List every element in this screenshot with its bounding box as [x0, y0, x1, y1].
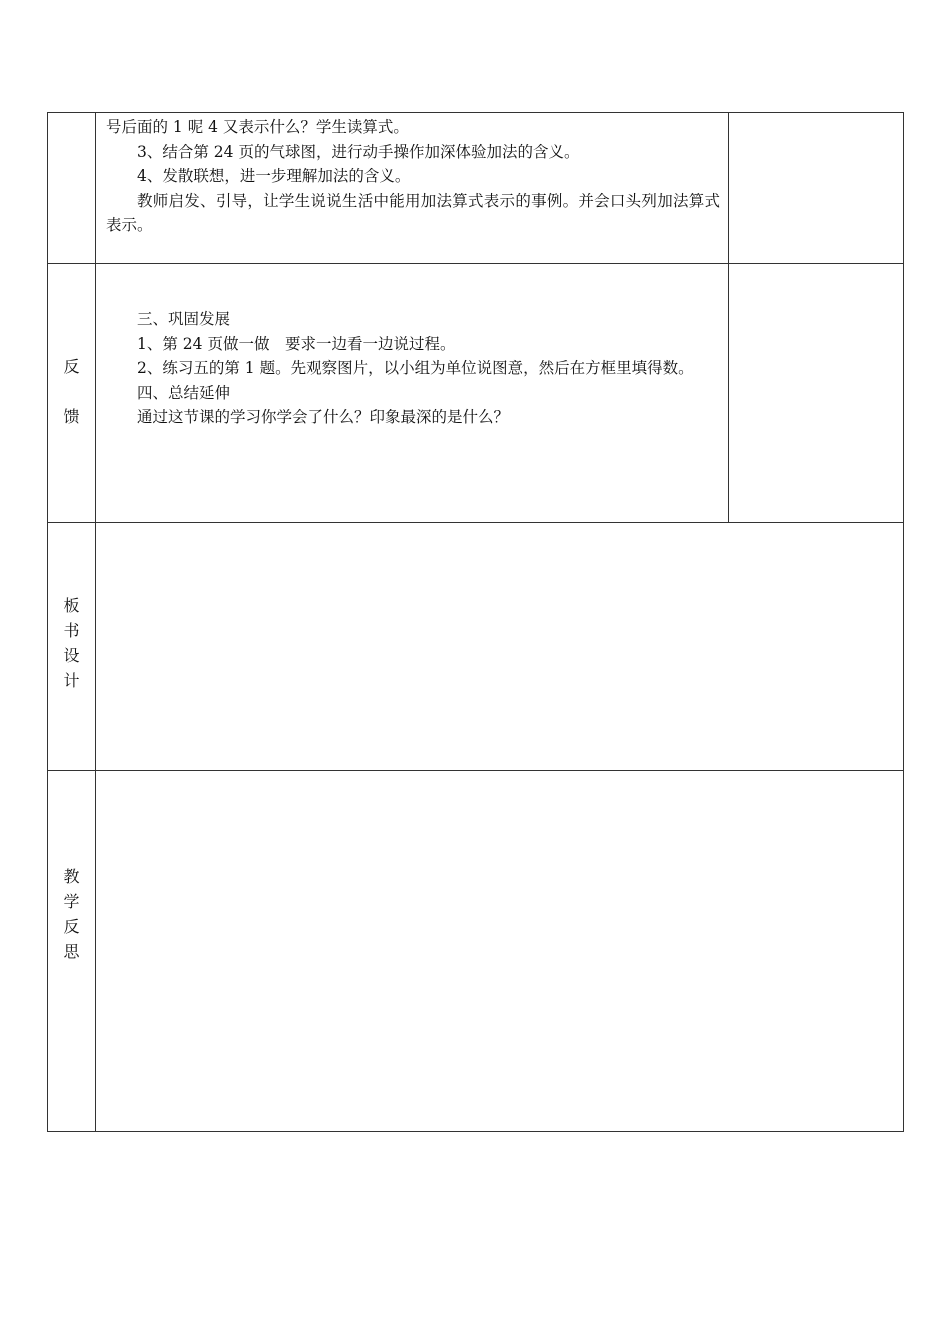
feedback-notes-cell: [729, 264, 904, 523]
process-notes-cell: [729, 113, 904, 264]
feedback-content-cell: [96, 264, 729, 523]
paragraph-line: 通过这节课的学习你学会了什么？印象最深的是什么？: [137, 408, 510, 426]
board-design-label-char: 板: [63, 596, 80, 615]
board-design-row: [48, 523, 904, 771]
board-design-content-cell: [96, 523, 904, 771]
paragraph-line: 号后面的 1 呢 4 又表示什么？学生读算式。: [106, 118, 409, 136]
reflection-row: [48, 771, 904, 1132]
paragraph-line: 1、第 24 页做一做 要求一边看一边说过程。: [137, 334, 456, 353]
paragraph-line: 3、结合第 24 页的气球图，进行动手操作加深体验加法的含义。: [137, 142, 580, 161]
process-label-cell: [48, 113, 96, 264]
board-design-label-char: 设: [63, 646, 80, 665]
feedback-label: [48, 354, 95, 429]
reflection-label-cell: [48, 771, 96, 1132]
reflection-label-char: 学: [63, 892, 80, 911]
reflection-label-char: 思: [63, 942, 80, 961]
process-row: [48, 113, 904, 264]
paragraph-line: 三、巩固发展: [137, 310, 231, 328]
reflection-content-cell: [96, 771, 904, 1132]
board-design-label-cell: [48, 523, 96, 771]
feedback-label-char: 反: [63, 357, 80, 376]
process-content-cell: [96, 113, 729, 264]
feedback-row: [48, 264, 904, 523]
feedback-label-char: 馈: [63, 407, 80, 426]
paragraph-line: 4、发散联想，进一步理解加法的含义。: [137, 167, 411, 185]
feedback-label-cell: [48, 264, 96, 523]
board-design-label: [48, 593, 95, 693]
lesson-plan-table: [47, 112, 904, 1132]
feedback-content: [96, 264, 728, 430]
board-design-label-char: 计: [63, 671, 80, 690]
paragraph-line: 2、练习五的第 1 题。先观察图片，以小组为单位说图意，然后在方框里填得数。: [137, 359, 694, 377]
reflection-label-char: 反: [63, 917, 80, 936]
process-content: [96, 113, 728, 238]
paragraph-line: 教师启发、引导，让学生说说生活中能用加法算式表示的事例。并会口头列加法算式表示。: [106, 191, 720, 234]
paragraph-line: 四、总结延伸: [137, 383, 231, 402]
reflection-label: [48, 864, 95, 964]
reflection-label-char: 教: [63, 867, 80, 886]
board-design-label-char: 书: [63, 621, 80, 640]
